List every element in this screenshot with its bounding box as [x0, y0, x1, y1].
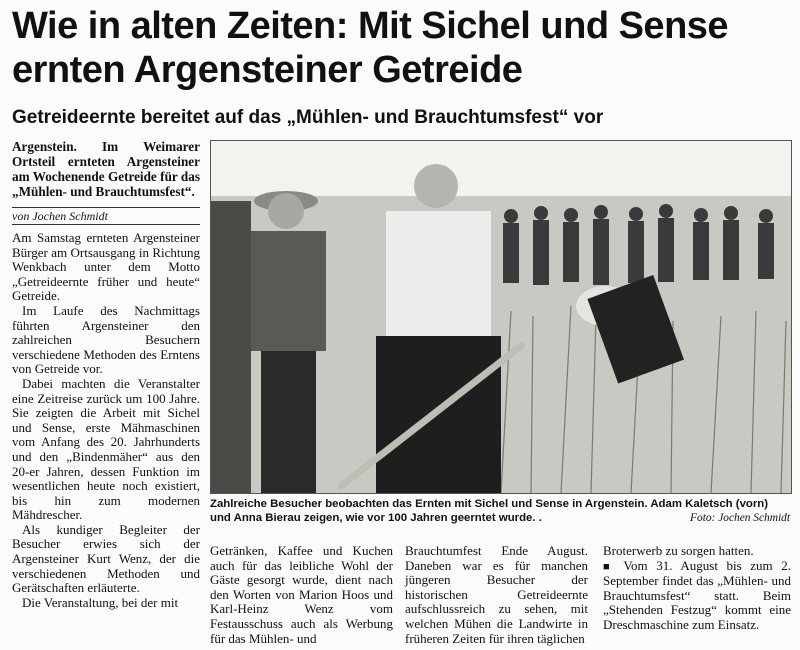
column-3 [405, 544, 588, 646]
body-paragraph-5: Die Veranstaltung, bei der mit [22, 594, 179, 610]
byline: von Jochen Schmidt [12, 207, 200, 225]
photo-caption [210, 497, 790, 525]
column-2 [210, 544, 393, 646]
column-4 [603, 544, 791, 633]
lead-paragraph: Argenstein. Im Weimarer Ortsteil ernteten Argensteiner am Wochenende Getreide für das „Mühlen- und Brauchtumsfest“. [12, 139, 200, 199]
column-2-text: Getränken, Kaffee und Kuchen auch für das leibliche Wohl der Gäste gesorgt wurde, dient nach den Worten von Marion Hoos und Karl-Heinz Wenz vom Festausschuss auch als Werbung für das Mühlen- und [210, 543, 393, 646]
harvest-photo [210, 140, 792, 494]
body-paragraph-4: Als kundiger Begleiter der Besucher erwies sich der Argensteiner Kurt Wenz, der die verschiedenen Methoden und Gerätschaften erläuterte. [12, 521, 200, 596]
body-paragraph-3: Dabei machten die Veranstalter eine Zeitreise zurück um 100 Jahre. Sie zeigten die Arbeit mit Sichel und Sense, erste Mähmaschinen vom Anfang des 20. Jahrhunderts und den „Bindenmäher“ aus den 20-er Jahren, dessen Funktion im wesentlichen heute noch existiert, bis hin zum modernen Mähdrescher. [12, 375, 200, 523]
caption-text: Zahlreiche Besucher beobachten das Ernten mit Sichel und Sense in Argenstein. Adam Kaletsch (vorn) und Anna Bierau zeigen, wie vor 100 Jahren geerntet wurde. . [210, 498, 769, 524]
body-paragraph-2: Im Laufe des Nachmittags führten Argensteiner den zahlreichen Besuchern verschiedene Methoden des Erntens von Getreide vor. [12, 302, 200, 377]
column-4-text: Broterwerb zu sorgen hatten. [603, 543, 754, 558]
harvest-photo-illustration [211, 141, 791, 493]
subheadline: Getreideernte bereitet auf das „Mühlen- und Brauchtumsfest“ vor [12, 107, 604, 128]
column-left [12, 139, 200, 610]
photo-credit: Foto: Jochen Schmidt [690, 512, 790, 524]
body-paragraph-1: Am Samstag ernteten Argensteiner Bürger am Ortsausgang in Richtung Wenkbach unter dem Motto „Getreideernte früher und heute“ Getreide. [12, 230, 200, 304]
event-notice [603, 559, 791, 633]
column-3-text: Brauchtumfest Ende August. Daneben war es für manchen jüngeren Besucher der historischen Getreideernte aufschlussreich zu sehen, mit welchen Mühen die Landwirte in früheren Zeiten für ihren täglichen [405, 543, 588, 646]
bullet-square-icon: ■ [603, 560, 615, 573]
headline: Wie in alten Zeiten: Mit Sichel und Sense ernten Argensteiner Getreide [12, 5, 729, 91]
event-notice-text: Vom 31. August bis zum 2. September findet das „Mühlen- und Brauchtumsfest“ statt. Beim „Stehenden Festzug“ kommt eine Dreschmaschine zum Einsatz. [603, 557, 791, 632]
